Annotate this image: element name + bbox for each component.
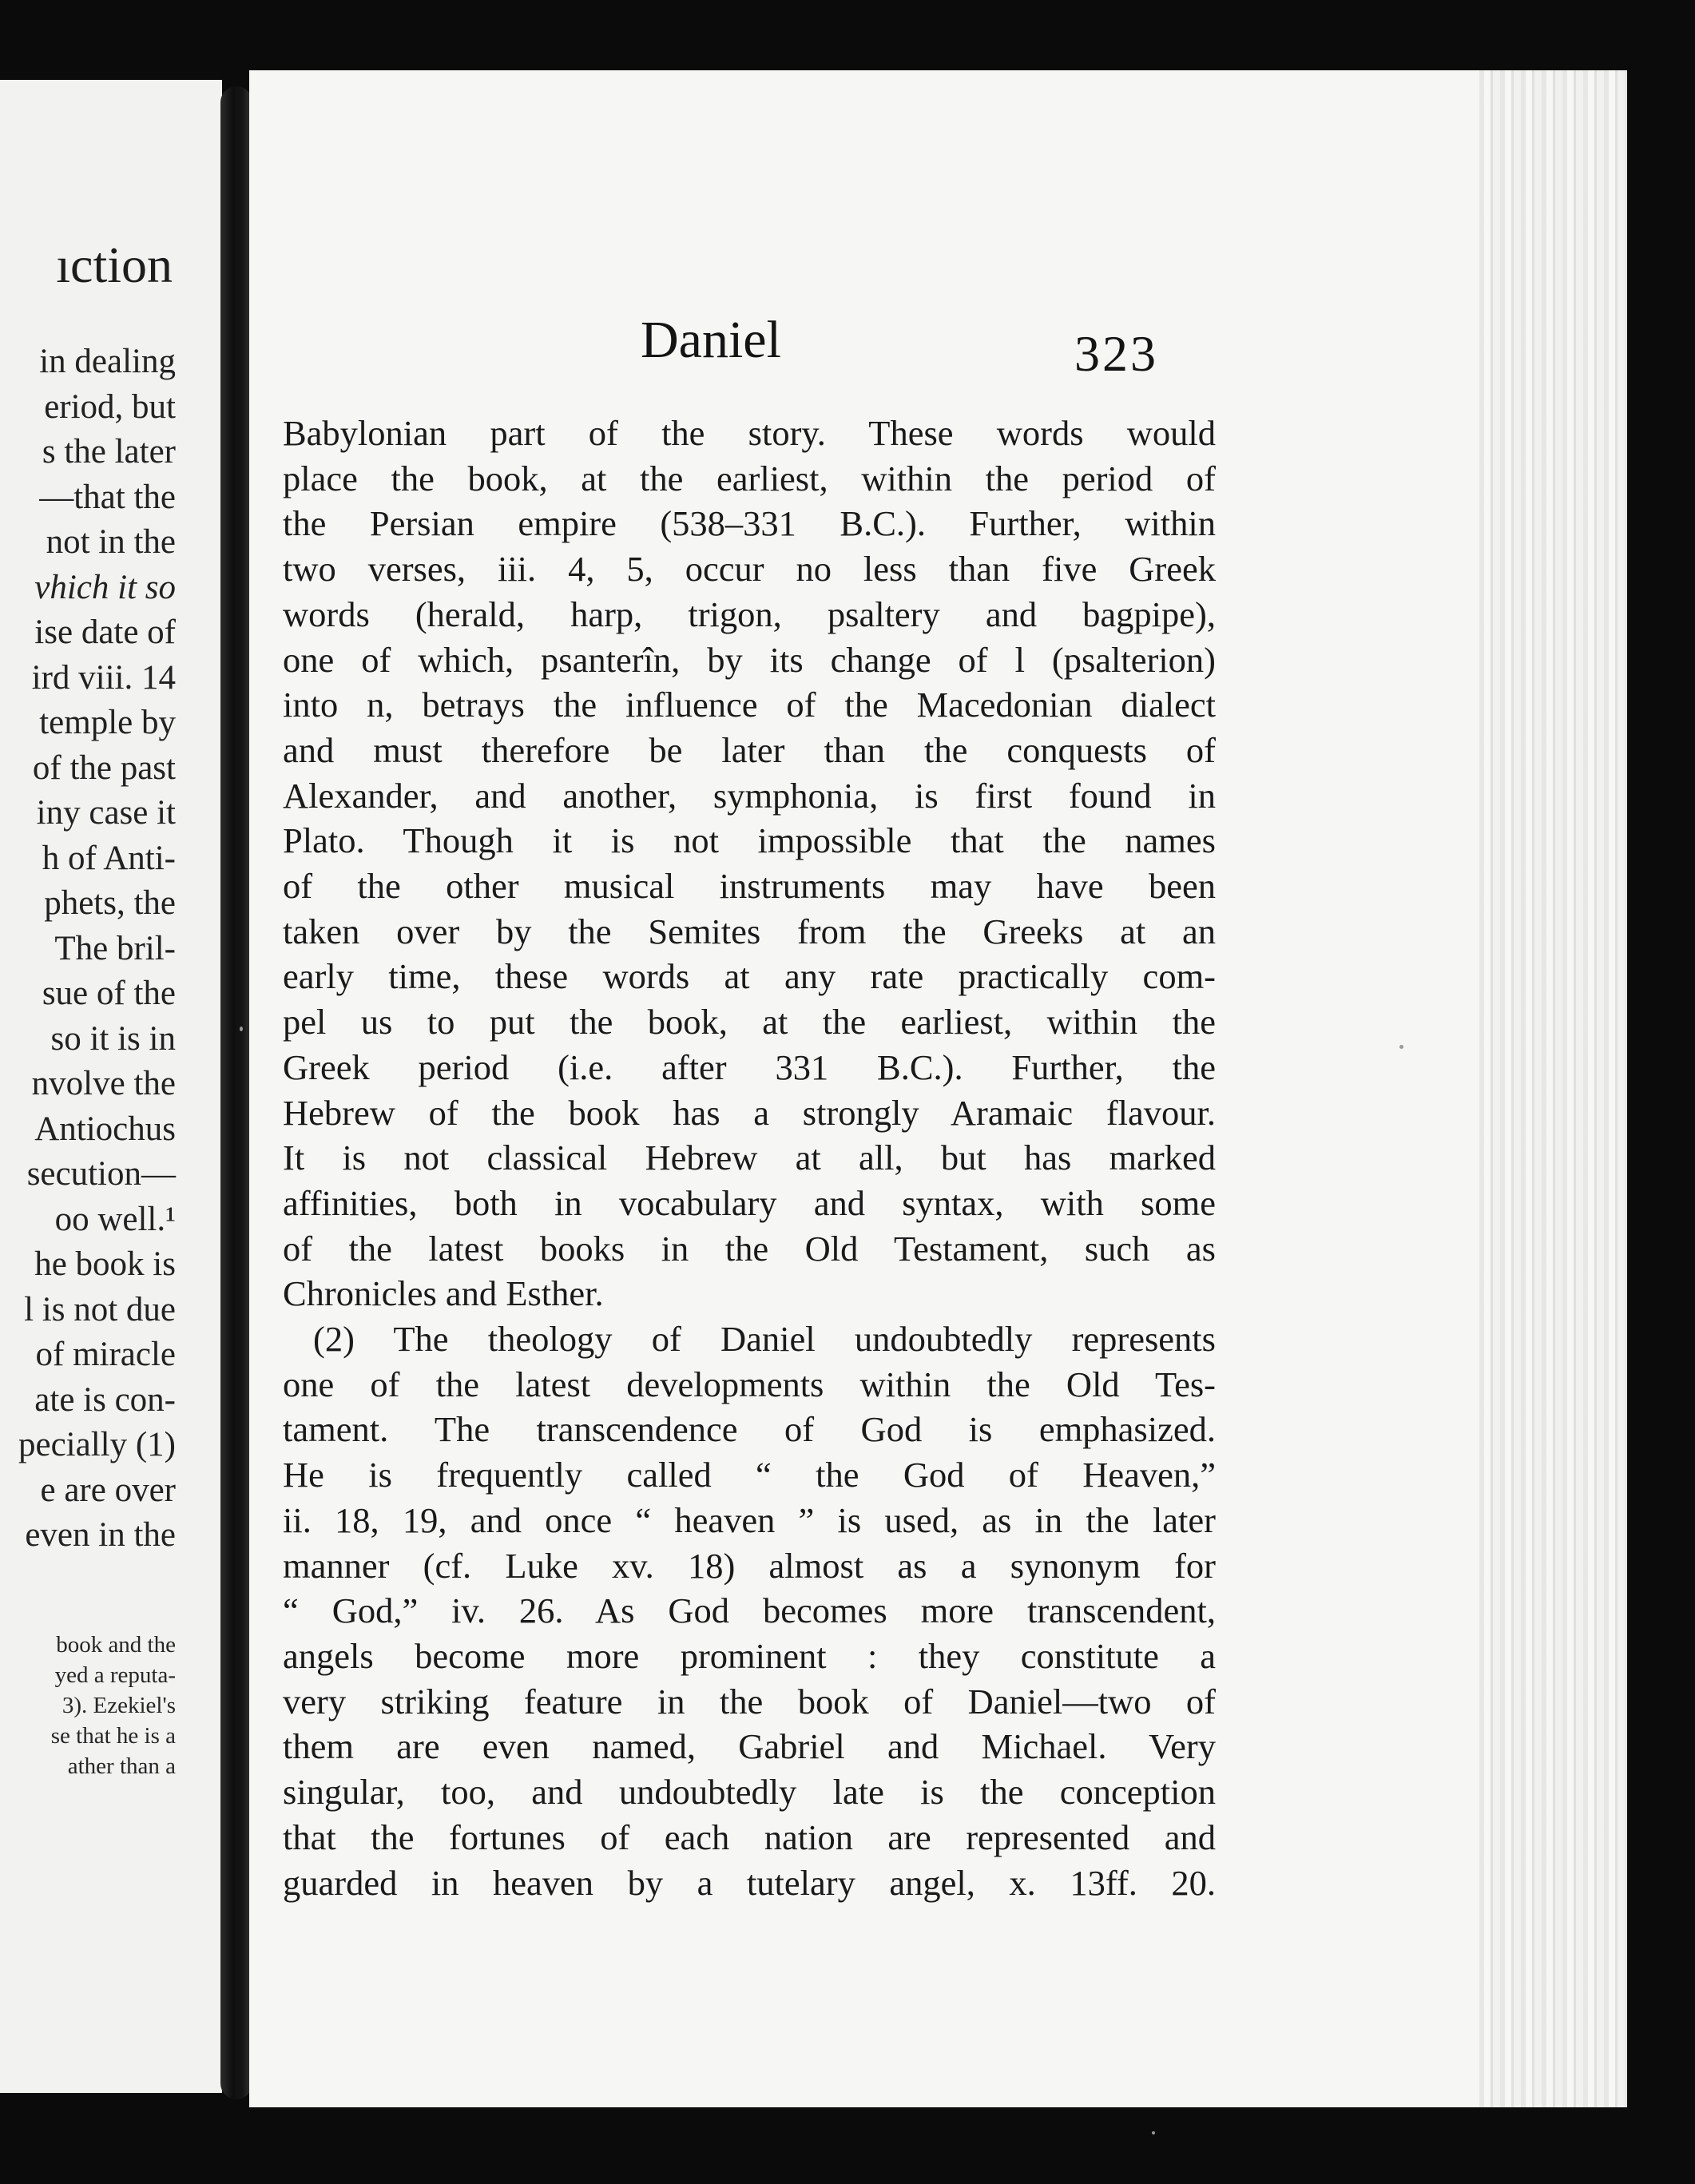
left-line: ate is con-	[34, 1380, 176, 1419]
text-line: guarded in heaven by a tutelary angel, x. 13ff. 20.	[283, 1862, 1216, 1903]
text-line: taken over by the Semites from the Greeks at an	[283, 911, 1216, 951]
text-line: place the book, at the earliest, within the period of	[283, 458, 1216, 498]
text-line: “ God,” iv. 26. As God becomes more transcendent,	[283, 1590, 1216, 1631]
text-line: It is not classical Hebrew at all, but has marked	[283, 1138, 1216, 1178]
text-line: into n, betrays the influence of the Macedonian dialect	[283, 685, 1216, 725]
left-line: ise date of	[34, 614, 176, 651]
left-page-body	[18, 340, 176, 1559]
footnote-line: 3). Ezekiel's	[62, 1693, 176, 1718]
left-line: even in the	[25, 1516, 176, 1554]
text-line: manner (cf. Luke xv. 18) almost as a synonym for	[283, 1545, 1216, 1586]
text-line: two verses, iii. 4, 5, occur no less than five Greek	[283, 549, 1216, 590]
text-line: Greek period (i.e. after 331 B.C.). Further, the	[283, 1046, 1216, 1087]
text-line: Babylonian part of the story. These words would	[283, 413, 1216, 453]
left-line: s the later	[42, 433, 176, 471]
footnote-line: ather than a	[67, 1753, 176, 1779]
text-line: affinities, both in vocabulary and syntax, with some	[283, 1182, 1216, 1223]
running-head: Daniel	[641, 311, 781, 369]
page-edges	[1479, 70, 1627, 2107]
left-line: iny case it	[36, 794, 176, 832]
left-line: eriod, but	[44, 387, 176, 426]
text-line: Plato. Though it is not impossible that the names	[283, 820, 1216, 861]
body-text	[283, 411, 1216, 1905]
text-line: pel us to put the book, at the earliest, within the	[283, 1002, 1216, 1042]
text-line: Hebrew of the book has a strongly Aramaic flavour.	[283, 1092, 1216, 1133]
left-line: h of Anti-	[42, 839, 176, 877]
left-line: so it is in	[50, 1019, 176, 1058]
text-line: the Persian empire (538–331 B.C.). Further, within	[283, 503, 1216, 544]
text-line: of the other musical instruments may have been	[283, 866, 1216, 907]
left-line: The bril-	[54, 929, 176, 967]
text-line: one of the latest developments within the Old Tes-	[283, 1364, 1216, 1404]
left-line: l is not due	[24, 1290, 176, 1328]
left-line: phets, the	[44, 884, 176, 922]
left-line: in dealing	[39, 343, 176, 380]
left-line: oo well.¹	[54, 1200, 176, 1238]
text-line: He is frequently called “ the God of Heaven,”	[283, 1455, 1216, 1495]
text-line: them are even named, Gabriel and Michael. Very	[283, 1726, 1216, 1767]
text-line: words (herald, harp, trigon, psaltery and bagpipe),	[283, 594, 1216, 634]
left-line: Antiochus	[34, 1110, 176, 1148]
left-line: he book is	[34, 1245, 176, 1283]
text-line: one of which, psanterîn, by its change of l (psalterion)	[283, 639, 1216, 680]
text-line: (2) The theology of Daniel undoubtedly represents	[313, 1319, 1216, 1360]
text-line: Chronicles and Esther.	[283, 1273, 604, 1314]
text-line: of the latest books in the Old Testament, such as	[283, 1228, 1216, 1269]
right-page	[249, 70, 1627, 2107]
footnote-line: se that he is a	[50, 1723, 176, 1749]
left-line: sue of the	[42, 975, 176, 1012]
left-line: pecially (1)	[18, 1426, 176, 1463]
left-line: not in the	[46, 523, 176, 561]
text-line: Alexander, and another, symphonia, is first found in	[283, 775, 1216, 816]
left-line: ird viii. 14	[31, 658, 176, 697]
text-line: singular, too, and undoubtedly late is the conception	[283, 1772, 1216, 1813]
left-page	[0, 80, 222, 2093]
footnote-line: book and the	[56, 1632, 176, 1658]
left-line: secution—	[26, 1155, 176, 1193]
dust-speck	[1399, 1045, 1403, 1049]
left-line: of miracle	[35, 1336, 176, 1373]
dust-speck	[1152, 2131, 1155, 2134]
left-line: temple by	[39, 704, 176, 741]
dust-speck	[240, 1026, 243, 1031]
footnote-line: yed a reputa-	[54, 1662, 176, 1688]
left-page-heading: ıction	[56, 236, 173, 293]
text-line: angels become more prominent : they constitute a	[283, 1635, 1216, 1676]
left-line: vhich it so	[34, 568, 176, 606]
text-line: ii. 18, 19, and once “ heaven ” is used, as in the later	[283, 1499, 1216, 1540]
left-page-footnotes	[51, 1630, 176, 1781]
text-line: very striking feature in the book of Daniel—two of	[283, 1681, 1216, 1721]
book-gutter	[220, 86, 252, 2099]
text-line: that the fortunes of each nation are represented and	[283, 1817, 1216, 1857]
text-line: early time, these words at any rate practically com-	[283, 956, 1216, 997]
left-line: —that the	[39, 478, 176, 516]
text-line: tament. The transcendence of God is emphasized.	[283, 1409, 1216, 1450]
left-line: e are over	[40, 1471, 176, 1509]
text-line: and must therefore be later than the conquests of	[283, 729, 1216, 770]
left-line: nvolve the	[31, 1065, 176, 1102]
page-number: 323	[1074, 325, 1158, 382]
left-line: of the past	[32, 749, 176, 787]
